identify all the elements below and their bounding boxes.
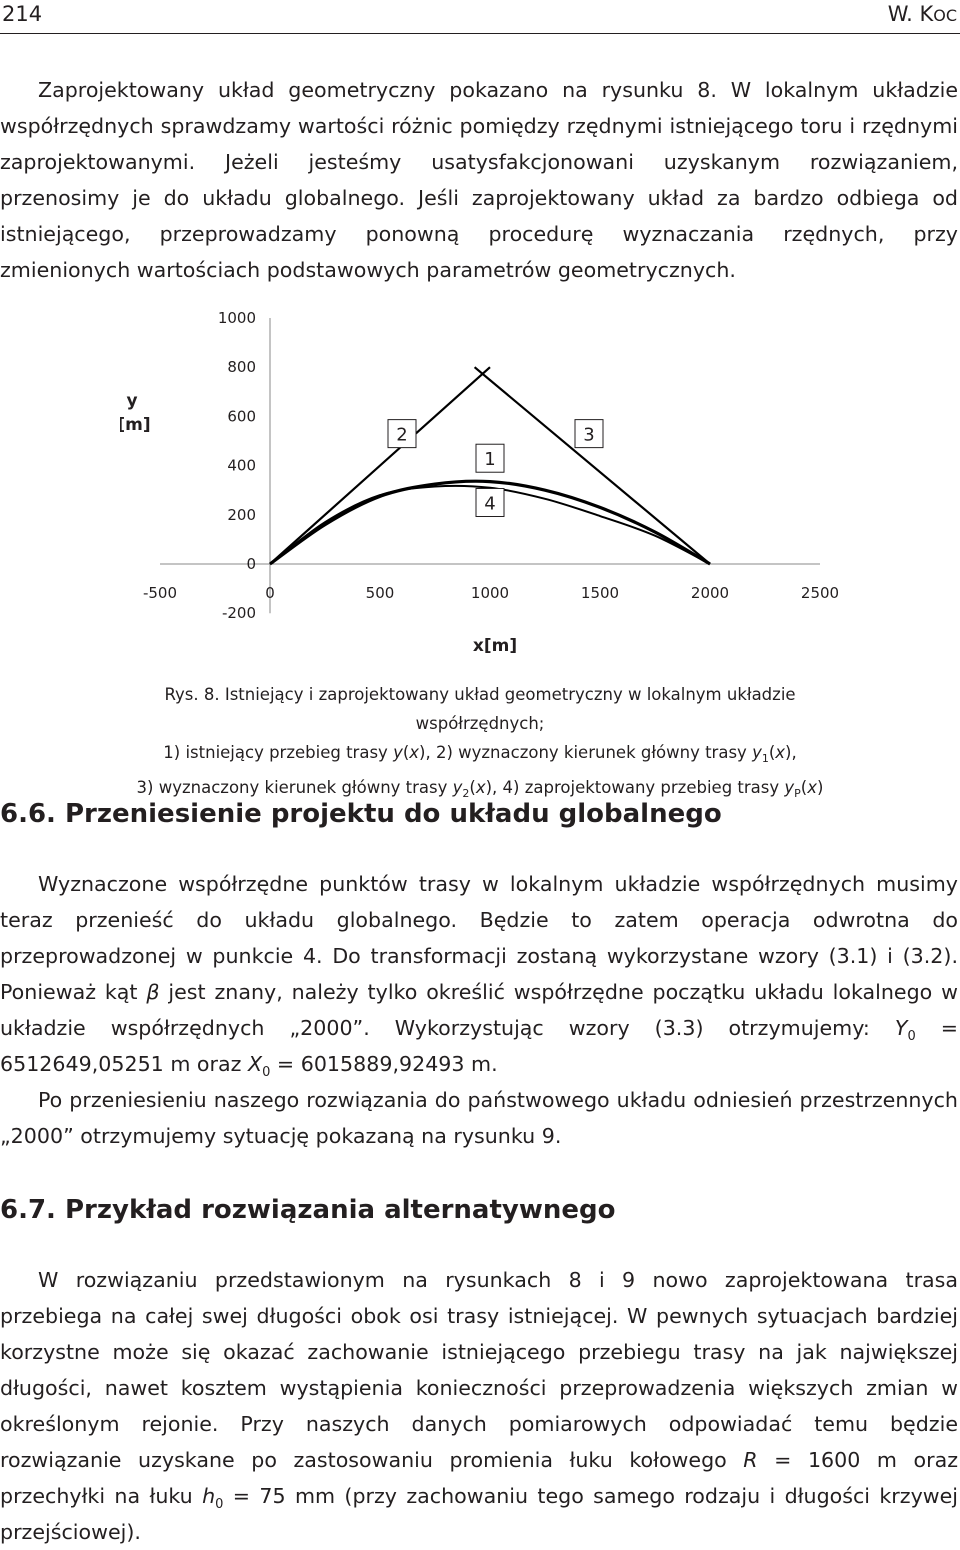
y-tick-label: 200 [227,505,256,524]
series-3-line [475,367,710,564]
y-tick-label: -200 [221,604,256,623]
x-tick-label: 1000 [470,584,510,602]
x-tick-label: 2000 [690,584,730,602]
caption-line-2: 1) istniejący przebieg trasy y(x), 2) wyznaczony kierunek główny trasy $y_1(x)$, [163,743,797,765]
page-number: 214 [2,2,43,26]
series-label-4: 4 [484,493,496,515]
x-tick-label: 500 [365,584,395,602]
figure-caption [100,680,860,808]
y-tick-label: 400 [227,456,256,475]
running-head-author [888,2,957,26]
x-tick-label: 2500 [800,584,840,602]
y-tick-label: 1000 [217,309,256,327]
author-rest: OC [933,6,957,25]
chart-labels [388,420,603,517]
section-6-6-paragraph-1: Wyznaczone współrzędne punktów trasy w lokalnym układzie współrzędnych musimy teraz przenieść do układu globalnego. Będzie to zatem operacja odwrotna do przeprowadzonej w punkcie 4. Do transformacji zostaną wykorzystane wzory (3.1) i (3.2). Ponieważ kąt β jest znany, należy tylko określić współrzędne początku układu lokalnego w układzie współrzędnych „2000”. Wykorzystując wzory (3.3) otrzymujemy: $Y_0 = 6512649,05251$ m oraz $X_0 = 6015889,92493$ m. [0,872,958,1080]
section-heading-6-7: 6.7. Przykład rozwiązania alternatywnego [0,1195,616,1225]
x-tick-label: 1500 [580,584,620,602]
intro-paragraph: Zaprojektowany układ geometryczny pokazano na rysunku 8. W lokalnym układzie współrzędnych sprawdzamy wartości różnic pomiędzy rzędnymi istniejącego toru i rzędnymi zaprojektowanymi. Jeżeli jesteśmy usatysfakcjonowani uzyskanym rozwiązaniem, przenosimy je do układu globalnego. Jeśli zaprojektowany układ za bardzo odbiega od istniejącego, przeprowadzamy ponowną procedurę wyznaczania rzędnych, przy zmienionych wartościach podstawowych parametrów geometrycznych. [0,78,958,282]
y-tick-label: 600 [227,407,256,426]
y-axis-unit: [m] [120,415,151,435]
series-2-line [270,367,490,564]
y-axis-label: y [126,391,138,411]
x-tick-label: -500 [142,584,178,602]
caption-line-1: Rys. 8. Istniejący i zaprojektowany układ geometryczny w lokalnym układzie współrzędnych; [164,685,796,733]
x-tick-label: 0 [265,584,275,602]
series-label-3: 3 [583,424,595,446]
y-tick-label: 800 [227,358,256,377]
figure-8 [120,308,840,668]
page-header [0,0,960,34]
series-label-2: 2 [396,424,408,446]
caption-line-3: 3) wyznaczony kierunek główny trasy $y_2(x)$, 4) zaprojektowany przebieg trasy $y_P(x)$ [136,778,824,800]
section-6-7-paragraph-1: W rozwiązaniu przedstawionym na rysunkach 8 i 9 nowo zaprojektowana trasa przebiega na całej swej długości obok osi trasy istniejącej. W pewnych sytuacjach bardziej korzystne może się okazać zachowanie istniejącego przebiegu trasy na jak największej długości, nawet kosztem wystąpienia konieczności przeprowadzenia większych zmian w określonym rejonie. Przy naszych danych pomiarowych odpowiadać temu będzie rozwiązanie uzyskane po zastosowaniu promienia łuku kołowego R = 1600 m oraz przechyłki na łuku $h_0 = 75$ mm (przy zachowaniu tego samego rodzaju i długości krzywej przejściowej). [0,1268,958,1544]
y-tick-label: 0 [246,555,256,573]
author-initial: W. K [887,2,934,26]
series-label-1: 1 [484,449,496,471]
chart-svg [120,308,840,668]
section-heading-6-6: 6.6. Przeniesienie projektu do układu globalnego [0,799,722,829]
section-6-6-paragraph-2: Po przeniesieniu naszego rozwiązania do państwowego układu odniesień przestrzennych „2000” otrzymujemy sytuację pokazaną na rysunku 9. [0,1088,958,1148]
x-axis-label: x[m] [472,636,518,656]
